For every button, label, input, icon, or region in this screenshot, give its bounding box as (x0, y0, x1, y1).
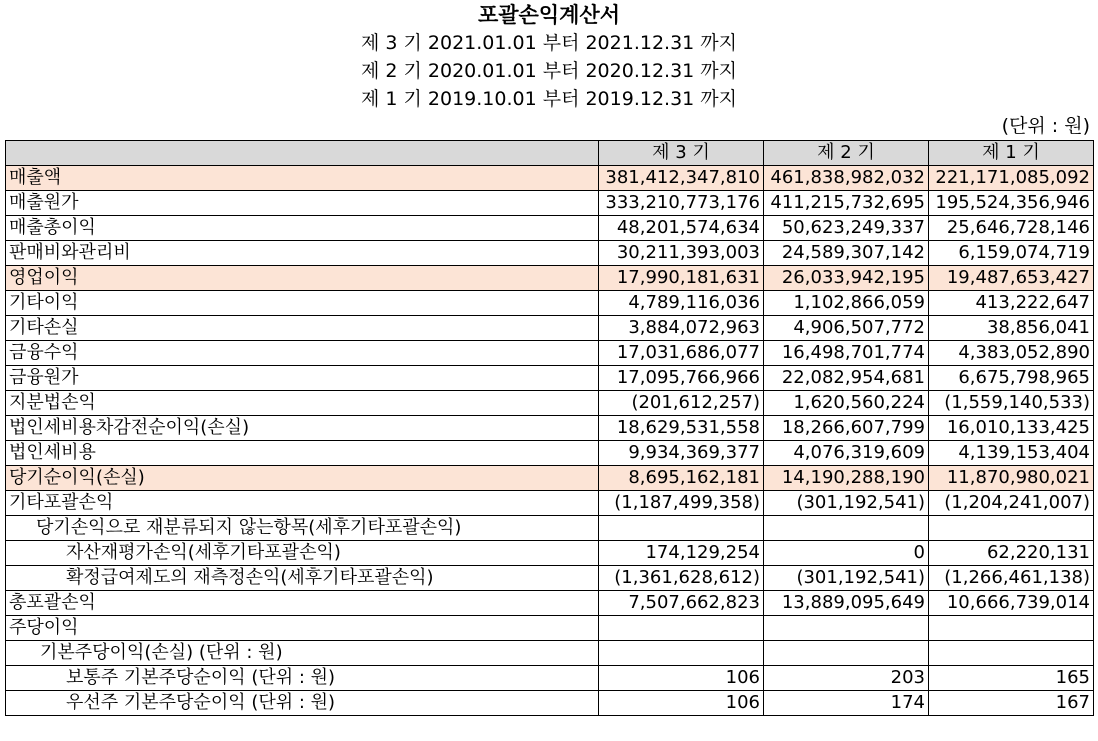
value-period-3 (599, 516, 764, 541)
value-period-1: (1,204,241,007) (929, 491, 1094, 516)
header-label-col (6, 141, 599, 166)
value-period-3: 381,412,347,810 (599, 166, 764, 191)
value-period-2: 461,838,982,032 (764, 166, 929, 191)
value-period-3: 106 (599, 691, 764, 716)
value-period-3: 9,934,369,377 (599, 441, 764, 466)
header-period-3: 제 3 기 (599, 141, 764, 166)
value-period-2: 16,498,701,774 (764, 341, 929, 366)
table-row (6, 241, 1094, 266)
value-period-2: 203 (764, 666, 929, 691)
value-period-1: (1,559,140,533) (929, 391, 1094, 416)
value-period-2 (764, 641, 929, 666)
value-period-1: 38,856,041 (929, 316, 1094, 341)
value-period-3: (1,187,499,358) (599, 491, 764, 516)
value-period-3 (599, 641, 764, 666)
value-period-3: 30,211,393,003 (599, 241, 764, 266)
value-period-2: 22,082,954,681 (764, 366, 929, 391)
table-row (6, 216, 1094, 241)
row-label: 당기순이익(손실) (6, 466, 599, 491)
value-period-1: 16,010,133,425 (929, 416, 1094, 441)
value-period-3: 17,031,686,077 (599, 341, 764, 366)
period-line-3: 제 3 기 2021.01.01 부터 2021.12.31 까지 (360, 32, 738, 54)
value-period-3: 174,129,254 (599, 541, 764, 566)
value-period-3: 17,095,766,966 (599, 366, 764, 391)
value-period-1: 4,139,153,404 (929, 441, 1094, 466)
row-label: 보통주 기본주당순이익 (단위 : 원) (6, 666, 599, 691)
value-period-3: 333,210,773,176 (599, 191, 764, 216)
value-period-1: 25,646,728,146 (929, 216, 1094, 241)
table-row (6, 666, 1094, 691)
table-header-row (6, 141, 1094, 166)
unit-label: (단위 : 원) (1001, 115, 1090, 137)
table-row (6, 266, 1094, 291)
value-period-2: 1,102,866,059 (764, 291, 929, 316)
row-label: 금융원가 (6, 366, 599, 391)
income-statement-table (5, 140, 1094, 716)
value-period-1 (929, 641, 1094, 666)
row-label: 매출총이익 (6, 216, 599, 241)
period-line-1: 제 1 기 2019.10.01 부터 2019.12.31 까지 (360, 88, 738, 110)
row-label: 기본주당이익(손실) (단위 : 원) (6, 641, 599, 666)
table-row (6, 466, 1094, 491)
value-period-1: 413,222,647 (929, 291, 1094, 316)
row-label: 매출원가 (6, 191, 599, 216)
value-period-3: (201,612,257) (599, 391, 764, 416)
value-period-1: 167 (929, 691, 1094, 716)
value-period-1: 6,675,798,965 (929, 366, 1094, 391)
statement-title: 포괄손익계산서 (477, 3, 620, 27)
table-row (6, 291, 1094, 316)
value-period-3: 48,201,574,634 (599, 216, 764, 241)
value-period-1: 165 (929, 666, 1094, 691)
value-period-2: 13,889,095,649 (764, 591, 929, 616)
value-period-2: (301,192,541) (764, 491, 929, 516)
value-period-2: 174 (764, 691, 929, 716)
value-period-2: 4,076,319,609 (764, 441, 929, 466)
table-row (6, 591, 1094, 616)
value-period-1: 195,524,356,946 (929, 191, 1094, 216)
table-row (6, 541, 1094, 566)
header-period-1: 제 1 기 (929, 141, 1094, 166)
table-row (6, 516, 1094, 541)
table-row (6, 316, 1094, 341)
value-period-2 (764, 616, 929, 641)
table-row (6, 641, 1094, 666)
row-label: 판매비와관리비 (6, 241, 599, 266)
value-period-2: 1,620,560,224 (764, 391, 929, 416)
row-label: 우선주 기본주당순이익 (단위 : 원) (6, 691, 599, 716)
row-label: 총포괄손익 (6, 591, 599, 616)
value-period-2: 14,190,288,190 (764, 466, 929, 491)
row-label: 기타이익 (6, 291, 599, 316)
value-period-1 (929, 516, 1094, 541)
value-period-2: 50,623,249,337 (764, 216, 929, 241)
table-row (6, 416, 1094, 441)
row-label: 법인세비용 (6, 441, 599, 466)
row-label: 법인세비용차감전순이익(손실) (6, 416, 599, 441)
value-period-1: 6,159,074,719 (929, 241, 1094, 266)
header-period-2: 제 2 기 (764, 141, 929, 166)
table-row (6, 166, 1094, 191)
period-line-2: 제 2 기 2020.01.01 부터 2020.12.31 까지 (360, 60, 738, 82)
row-label: 지분법손익 (6, 391, 599, 416)
value-period-1: 10,666,739,014 (929, 591, 1094, 616)
value-period-1: 11,870,980,021 (929, 466, 1094, 491)
table-row (6, 441, 1094, 466)
table-row (6, 616, 1094, 641)
value-period-3: (1,361,628,612) (599, 566, 764, 591)
value-period-2: (301,192,541) (764, 566, 929, 591)
value-period-2: 26,033,942,195 (764, 266, 929, 291)
row-label: 매출액 (6, 166, 599, 191)
value-period-2: 18,266,607,799 (764, 416, 929, 441)
table-row (6, 366, 1094, 391)
row-label: 자산재평가손익(세후기타포괄손익) (6, 541, 599, 566)
value-period-3: 106 (599, 666, 764, 691)
row-label: 영업이익 (6, 266, 599, 291)
table-row (6, 691, 1094, 716)
value-period-1: 62,220,131 (929, 541, 1094, 566)
table-row (6, 191, 1094, 216)
value-period-3 (599, 616, 764, 641)
value-period-2: 24,589,307,142 (764, 241, 929, 266)
row-label: 금융수익 (6, 341, 599, 366)
value-period-2: 0 (764, 541, 929, 566)
value-period-3: 7,507,662,823 (599, 591, 764, 616)
row-label: 기타포괄손익 (6, 491, 599, 516)
value-period-3: 18,629,531,558 (599, 416, 764, 441)
row-label: 주당이익 (6, 616, 599, 641)
row-label: 확정급여제도의 재측정손익(세후기타포괄손익) (6, 566, 599, 591)
value-period-1: 19,487,653,427 (929, 266, 1094, 291)
value-period-1 (929, 616, 1094, 641)
value-period-1: 221,171,085,092 (929, 166, 1094, 191)
row-label: 당기손익으로 재분류되지 않는항목(세후기타포괄손익) (6, 516, 599, 541)
table-row (6, 391, 1094, 416)
value-period-2: 411,215,732,695 (764, 191, 929, 216)
table-row (6, 566, 1094, 591)
value-period-2 (764, 516, 929, 541)
row-label: 기타손실 (6, 316, 599, 341)
value-period-3: 3,884,072,963 (599, 316, 764, 341)
value-period-3: 4,789,116,036 (599, 291, 764, 316)
table-row (6, 491, 1094, 516)
value-period-1: (1,266,461,138) (929, 566, 1094, 591)
value-period-2: 4,906,507,772 (764, 316, 929, 341)
table-row (6, 341, 1094, 366)
value-period-1: 4,383,052,890 (929, 341, 1094, 366)
value-period-3: 17,990,181,631 (599, 266, 764, 291)
value-period-3: 8,695,162,181 (599, 466, 764, 491)
